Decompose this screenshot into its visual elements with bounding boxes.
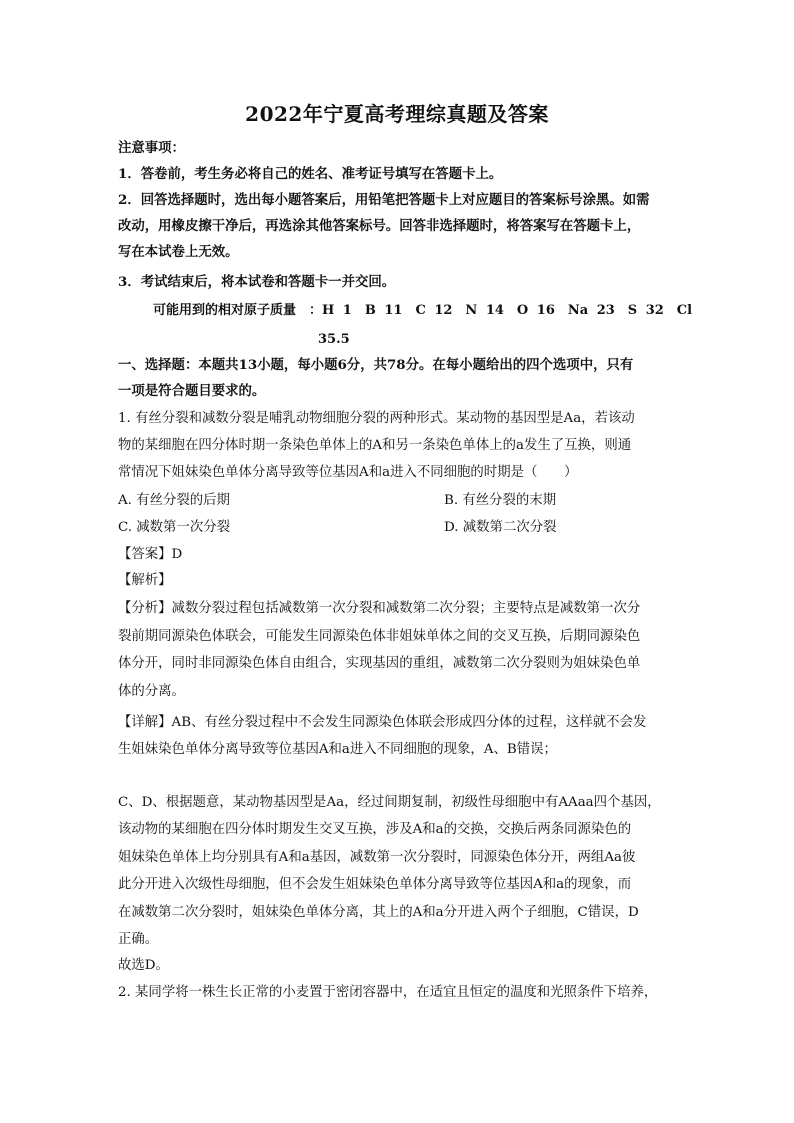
notice-heading: 注意事项： — [118, 140, 185, 156]
q1-analysis-line-2: 裂前期同源染色体联会，可能发生同源染色体非姐妹单体之间的交叉互换，后期同源染色 — [118, 629, 641, 644]
notice-item-2-cont2: 写在本试卷上无效。 — [118, 244, 239, 260]
q1-detail2-line-2: 该动物的某细胞在四分体时期发生交叉互换，涉及A和a的交换，交换后两条同源染色的 — [118, 822, 632, 837]
q1-option-c: C. 减数第一次分裂 — [118, 520, 231, 535]
notice-item-1: 1．答卷前，考生务必将自己的姓名、准考证号填写在答题卡上。 — [118, 166, 503, 182]
q1-analysis-heading: 【解析】 — [118, 573, 172, 588]
q1-stem-line-2: 物的某细胞在四分体时期一条染色单体上的A和另一条染色单体上的a发生了互换，则通 — [118, 438, 632, 453]
notice-item-2-cont: 改动，用橡皮擦干净后，再选涂其他答案标号。回答非选择题时，将答案写在答题卡上， — [118, 218, 641, 234]
q1-analysis-line-1: 【分析】减数分裂过程包括减数第一次分裂和减数第二次分裂；主要特点是减数第一次分 — [118, 601, 641, 616]
atomic-mass-line-cont: 35.5 — [318, 332, 350, 347]
q1-analysis-line-4: 体的分离。 — [118, 684, 185, 699]
q2-stem-line-1: 2. 某同学将一株生长正常的小麦置于密闭容器中，在适宜且恒定的温度和光照条件下培养， — [118, 985, 658, 1000]
q1-conclusion: 故选D。 — [118, 958, 169, 973]
q1-detail-line-1: 【详解】AB、有丝分裂过程中不会发生同源染色体联会形成四分体的过程，这样就不会发 — [118, 715, 647, 730]
q1-option-a: A. 有丝分裂的后期 — [118, 493, 230, 508]
q1-option-b: B. 有丝分裂的末期 — [444, 493, 557, 508]
q1-detail2-line-3: 姐妹染色单体上均分别具有A和a基因，减数第一次分裂时，同源染色体分开，两组Aa彼 — [118, 850, 636, 865]
q1-detail-line-2: 生姐妹染色单体分离导致等位基因A和a进入不同细胞的现象，A、B错误； — [118, 742, 557, 757]
q1-analysis-line-3: 体分开，同时非同源染色体自由组合，实现基因的重组，减数第二次分裂则为姐妹染色单 — [118, 656, 641, 671]
section-heading-cont: 一项是符合题目要求的。 — [118, 383, 266, 399]
q1-stem-line-3: 常情况下姐妹染色单体分离导致等位基因A和a进入不同细胞的时期是（ ） — [118, 465, 578, 480]
q1-answer: 【答案】D — [118, 547, 183, 562]
q1-detail2-line-5: 在减数第二次分裂时，姐妹染色单体分离，其上的A和a分开进入两个子细胞，C错误，D — [118, 905, 639, 920]
atomic-mass-line: 可能用到的相对原子质量 ：H 1 B 11 C 12 N 14 O 16 Na 23 S 32 Cl — [153, 303, 693, 318]
notice-item-3: 3．考试结束后，将本试卷和答题卡一并交回。 — [118, 274, 396, 290]
q1-detail2-line-1: C、D、根据题意，某动物基因型是Aa，经过间期复制，初级性母细胞中有AAaa四个基因， — [118, 795, 661, 810]
page-title: 2022年宁夏高考理综真题及答案 — [245, 102, 549, 126]
notice-item-2: 2．回答选择题时，选出每小题答案后，用铅笔把答题卡上对应题目的答案标号涂黑。如需 — [118, 192, 650, 208]
q1-detail2-line-6: 正确。 — [118, 932, 159, 947]
section-heading: 一、选择题：本题共13小题，每小题6分，共78分。在每小题给出的四个选项中，只有 — [118, 357, 634, 373]
q1-option-d: D. 减数第二次分裂 — [444, 520, 557, 535]
q1-stem-line-1: 1. 有丝分裂和减数分裂是哺乳动物细胞分裂的两种形式。某动物的基因型是Aa，若该动 — [118, 411, 635, 426]
q1-detail2-line-4: 此分开进入次级性母细胞，但不会发生姐妹染色单体分离导致等位基因A和a的现象，而 — [118, 877, 632, 892]
